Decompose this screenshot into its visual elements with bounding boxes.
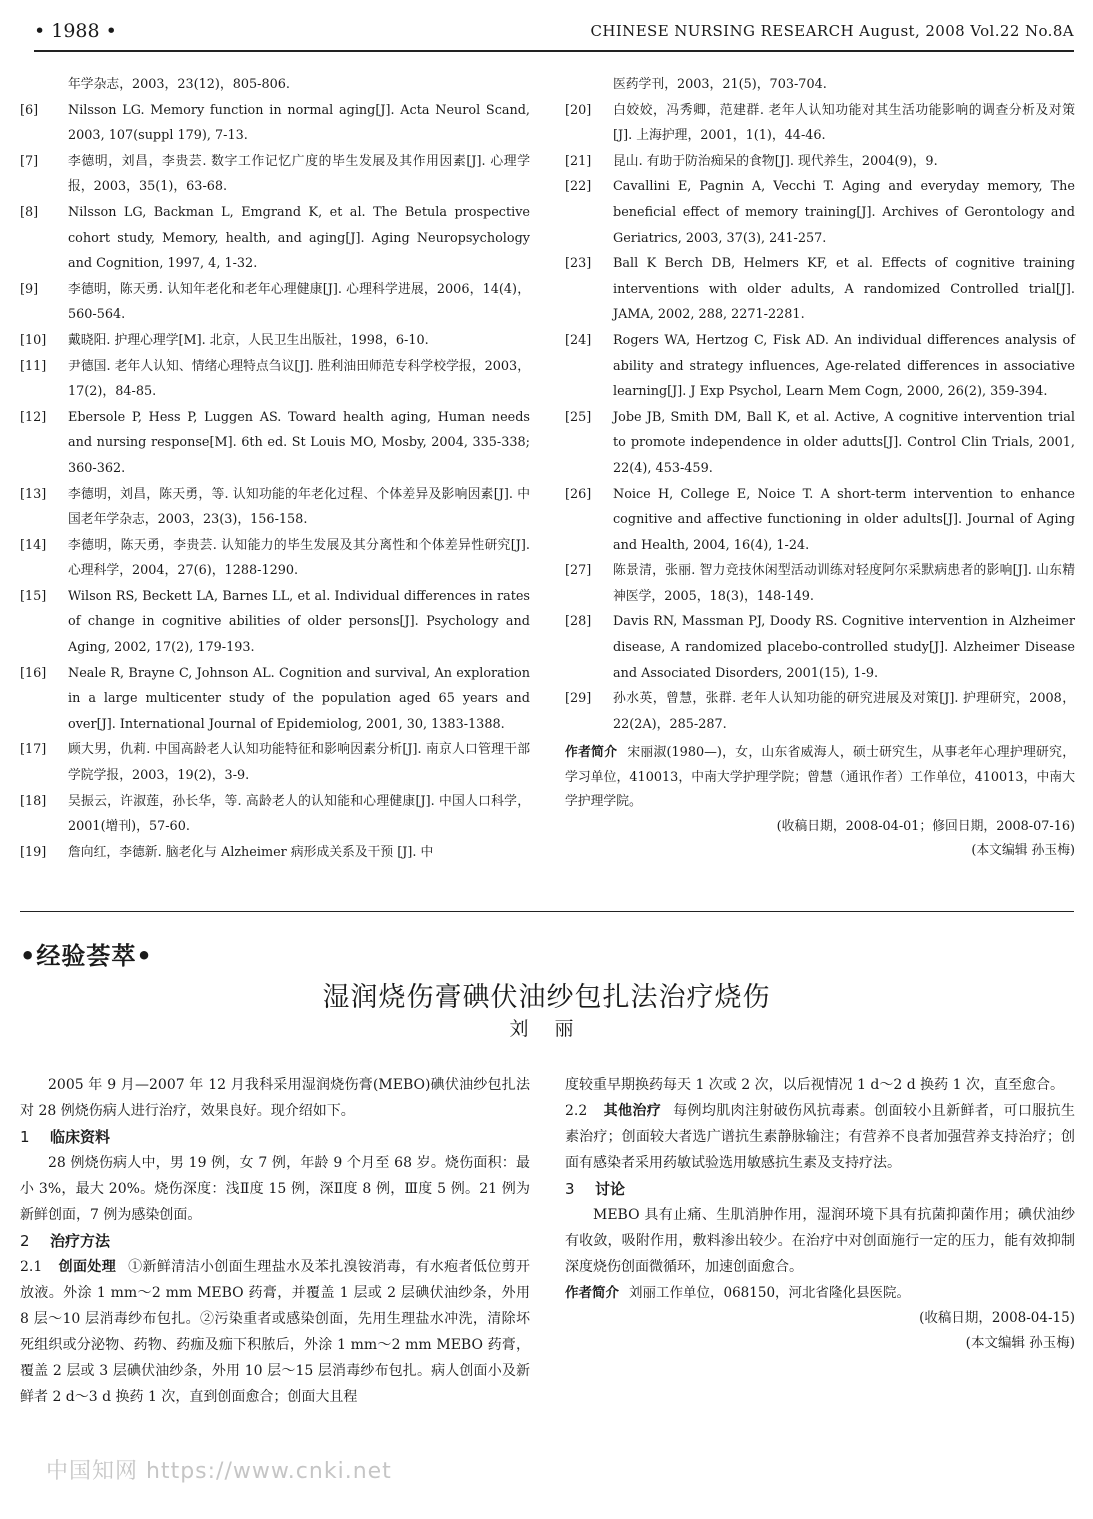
reference-list (565, 98, 1075, 738)
reference-text: 陈景清，张丽. 智力竞技休闲型活动训练对轻度阿尔采默病患者的影响[J]. 山东精神医学，2005，18(3)，148-149. (613, 563, 1075, 604)
reference-number: [26] (565, 486, 592, 502)
reference-text: 孙水英，曾慧，张群. 老年人认知功能的研究进展及对策[J]. 护理研究，2008，22(2A)，285-287. (613, 691, 1075, 732)
reference-item (565, 686, 1075, 737)
reference-item (20, 661, 530, 738)
reference-item (20, 98, 530, 149)
heading-discussion: 3 讨论 (565, 1180, 626, 1198)
editor-note: (本文编辑 孙玉梅) (965, 1335, 1075, 1351)
reference-text: 李德明，陈天勇，李贵芸. 认知能力的毕生发展及其分离性和个体差异性研究[J]. 心理科学，2004，27(6)，1288-1290. (68, 537, 530, 579)
reference-number: [21] (565, 153, 592, 169)
reference-item (20, 354, 530, 405)
reference-item (565, 609, 1075, 686)
reference-item (565, 328, 1075, 405)
reference-number: [8] (20, 204, 39, 220)
author-bio-text: 刘丽工作单位，068150，河北省隆化县医院。 (629, 1285, 911, 1301)
reference-number: [13] (20, 486, 47, 502)
reference-text: 昆山. 有助于防治痴呆的食物[J]. 现代养生，2004(9)，9. (613, 153, 938, 169)
editor-note: (本文编辑 孙玉梅) (971, 842, 1075, 858)
reference-number: [17] (20, 742, 47, 758)
reference-number: [20] (565, 102, 592, 118)
reference-text: 白姣姣，冯秀卿，范建群. 老年人认知功能对其生活功能影响的调查分析及对策[J]. 上海护理，2001，1(1)，44-46. (613, 102, 1075, 144)
reference-item (565, 405, 1075, 482)
reference-text: Cavallini E, Pagnin A, Vecchi T. Aging and everyday memory, The beneficial effect of memory training[J]. Archives of Gerontology and Geriatrics, 2003, 37(3), 241-257. (613, 179, 1075, 246)
header-rule (34, 50, 1074, 52)
reference-list (20, 98, 530, 866)
reference-text: Nilsson LG, Backman L, Emgrand K, et al. The Betula prospective cohort study, Memory, health, and aging[J]. Aging Neuropsychology and Cognition, 1997, 4, 1-32. (68, 204, 530, 272)
intro-paragraph: 2005 年 9 月—2007 年 12 月我科采用湿润烧伤膏(MEBO)碘伏油纱包扎法对 28 例烧伤病人进行治疗，效果良好。现介绍如下。 (20, 1077, 530, 1119)
author-bio (565, 1280, 1075, 1306)
reference-item (565, 174, 1075, 251)
heading-clinical-data: 1 临床资料 (20, 1128, 111, 1146)
clinical-data-paragraph: 28 例烧伤病人中，男 19 例，女 7 例，年龄 9 个月至 68 岁。烧伤面积：最小 3%，最大 20%。烧伤深度：浅Ⅱ度 15 例，深Ⅱ度 8 例，Ⅲ度 5 例。21 例为新鲜创面，7 例为感染创面。 (20, 1155, 530, 1223)
wound-care-paragraph: 2.1 创面处理 ①新鲜清洁小创面生理盐水及苯扎溴铵消毒，有水疱者低位剪开放液。外涂 1 mm～2 mm MEBO 药膏，并覆盖 1 层或 2 层碘伏油纱条，外用 8 层～10 层消毒纱布包扎。②污染重者或感染创面，先用生理盐水冲洗，清除坏死组织或分泌物、药物、药痂及痂下积脓后，外涂 1 mm～2 mm MEBO 药膏，覆盖 2 层或 3 层碘伏油纱条，外用 10 层～15 层消毒纱布包扎。病人创面小及新鲜者 2 d～3 d 换药 1 次，直到创面愈合；创面大且程 (20, 1259, 531, 1405)
page-number: • 1988 • (34, 20, 117, 42)
reference-number: [14] (20, 537, 47, 553)
reference-item (565, 149, 1075, 175)
reference-continuation: 医药学刊，2003，21(5)，703-704. (613, 77, 827, 92)
reference-text: 李德明，刘昌，李贵芸. 数字工作记忆广度的毕生发展及其作用因素[J]. 心理学报，2003，35(1)，63-68. (68, 153, 530, 195)
reference-number: [27] (565, 563, 592, 579)
reference-item (20, 482, 530, 533)
reference-text: 戴晓阳. 护理心理学[M]. 北京，人民卫生出版社，1998，6-10. (68, 332, 429, 348)
reference-text: 李德明，刘昌，陈天勇，等. 认知功能的年老化过程、个体差异及影响因素[J]. 中国老年学杂志，2003，23(3)，156-158. (68, 486, 530, 528)
watermark: 中国知网 https://www.cnki.net (46, 1459, 392, 1484)
reference-number: [10] (20, 332, 47, 348)
reference-text: Neale R, Brayne C, Johnson AL. Cognition and survival, An exploration in a large multicenter study of the population aged 65 years and over[J]. International Journal of Epidemiolog, 2001, 30, 1383-1388. (68, 665, 530, 732)
reference-number: [22] (565, 179, 592, 195)
reference-number: [6] (20, 102, 39, 118)
reference-text: Ball K Berch DB, Helmers KF, et al. Effects of cognitive training interventions with older adults, A randomized Controlled trial[J]. JAMA, 2002, 288, 2271-2281. (613, 256, 1075, 323)
page-header (34, 18, 1074, 52)
reference-number: [11] (20, 358, 47, 374)
references-left-column (20, 72, 530, 865)
reference-item (20, 584, 530, 661)
author-bio-label: 作者简介 (565, 1285, 619, 1301)
reference-number: [24] (565, 332, 592, 348)
reference-item (20, 789, 530, 840)
reference-text: Wilson RS, Beckett LA, Barnes LL, et al. Individual differences in rates of change in cognitive abilities of older persons[J]. Psychology and Aging, 2002, 17(2), 179-193. (68, 588, 530, 656)
reference-text: Jobe JB, Smith DM, Ball K, et al. Active, A cognitive intervention trial to promote independence in older adutts[J]. Control Clin Trials, 2001, 22(4), 453-459. (613, 409, 1075, 476)
reference-item (565, 482, 1075, 559)
reference-number: [7] (20, 153, 39, 169)
reference-number: [28] (565, 614, 592, 630)
article-right-column (565, 1072, 1075, 1356)
received-date: (收稿日期，2008-04-01；修回日期，2008-07-16) (776, 818, 1075, 834)
reference-item (20, 737, 530, 788)
author-bio-text: 宋丽淑(1980—)，女，山东省威海人，硕士研究生，从事老年心理护理研究，学习单位，410013，中南大学护理学院；曾慧（通讯作者）工作单位，410013，中南大学护理学院。 (565, 745, 1075, 810)
reference-text: 李德明，陈天勇. 认知年老化和老年心理健康[J]. 心理科学进展，2006，14(4)，560-564. (68, 281, 530, 323)
received-date: (收稿日期，2008-04-15) (919, 1310, 1075, 1326)
reference-text: 詹向红，李德新. 脑老化与 Alzheimer 病形成关系及干预 [J]. 中 (68, 844, 434, 860)
reference-item (20, 149, 530, 200)
reference-item (20, 405, 530, 482)
section-divider (20, 911, 1074, 912)
reference-item (20, 533, 530, 584)
reference-item (565, 251, 1075, 328)
reference-number: [15] (20, 588, 47, 604)
reference-number: [18] (20, 793, 47, 809)
section-tag: •经验荟萃• (20, 942, 153, 970)
reference-text: Ebersole P, Hess P, Luggen AS. Toward health aging, Human needs and nursing response[M]. 6th ed. St Louis MO, Mosby, 2004, 335-338; 360-362. (68, 409, 530, 476)
discussion-paragraph: MEBO 具有止痛、生肌消肿作用，湿润环境下具有抗菌抑菌作用；碘伏油纱有收敛，吸附作用，敷料渗出较少。在治疗中对创面施行一定的压力，能有效抑制深度烧伤创面微循环，加速创面愈合。 (565, 1207, 1075, 1275)
author-bio-label: 作者简介 (565, 745, 618, 761)
reference-text: Nilsson LG. Memory function in normal aging[J]. Acta Neurol Scand, 2003, 107(suppl 179), 7-13. (68, 102, 530, 144)
author-bio (565, 741, 1075, 815)
reference-number: [29] (565, 691, 592, 707)
reference-continuation: 年学杂志，2003，23(12)，805-806. (68, 77, 290, 92)
references-right-column (565, 72, 1075, 863)
reference-text: Rogers WA, Hertzog C, Fisk AD. An individual differences analysis of ability and strategy influences, Age-related differences in associative learning[J]. J Exp Psychol, Learn Mem Cogn, 2000, 26(2), 359-394. (613, 332, 1075, 400)
reference-text: 顾大男，仇莉. 中国高龄老人认知功能特征和影响因素分析[J]. 南京人口管理干部学院学报，2003，19(2)，3-9. (68, 742, 530, 784)
reference-item (565, 558, 1075, 609)
reference-item (565, 98, 1075, 149)
article-title: 湿润烧伤膏碘伏油纱包扎法治疗烧伤 (322, 982, 771, 1013)
reference-number: [16] (20, 665, 47, 681)
wound-care-continuation: 度较重早期换药每天 1 次或 2 次，以后视情况 1 d～2 d 换药 1 次，直至愈合。 (565, 1077, 1064, 1093)
reference-item (20, 277, 530, 328)
reference-number: [9] (20, 281, 39, 297)
reference-text: 吴振云，许淑莲，孙长华，等. 高龄老人的认知能和心理健康[J]. 中国人口科学，2001(增刊)，57-60. (68, 793, 530, 835)
reference-text: 尹德国. 老年人认知、情绪心理特点刍议[J]. 胜利油田师范专科学校学报，2003，17(2)，84-85. (68, 358, 530, 400)
reference-item (20, 840, 530, 866)
journal-running-head: CHINESE NURSING RESEARCH August, 2008 Vol.22 No.8A (590, 22, 1074, 40)
reference-number: [25] (565, 409, 592, 425)
article-author: 刘 丽 (509, 1018, 584, 1040)
reference-number: [12] (20, 409, 47, 425)
reference-number: [19] (20, 844, 47, 860)
reference-item (20, 200, 530, 277)
reference-item (20, 328, 530, 354)
reference-text: Davis RN, Massman PJ, Doody RS. Cognitive intervention in Alzheimer disease, A randomized placebo-controlled study[J]. Alzheimer Disease and Associated Disorders, 2001(15), 1-9. (613, 614, 1075, 681)
article-left-column (20, 1072, 530, 1410)
reference-number: [23] (565, 256, 592, 272)
other-treatment-paragraph: 2.2 其他治疗 每例均肌肉注射破伤风抗毒素。创面较小且新鲜者，可口服抗生素治疗；创面较大者选广谱抗生素静脉输注；有营养不良者加强营养支持治疗；创面有感染者采用药敏试验选用敏感抗生素及支持疗法。 (565, 1103, 1076, 1171)
heading-treatment: 2 治疗方法 (20, 1232, 111, 1250)
reference-text: Noice H, College E, Noice T. A short-term intervention to enhance cognitive and affective functioning in older adults[J]. Journal of Aging and Health, 2004, 16(4), 1-24. (613, 486, 1075, 553)
